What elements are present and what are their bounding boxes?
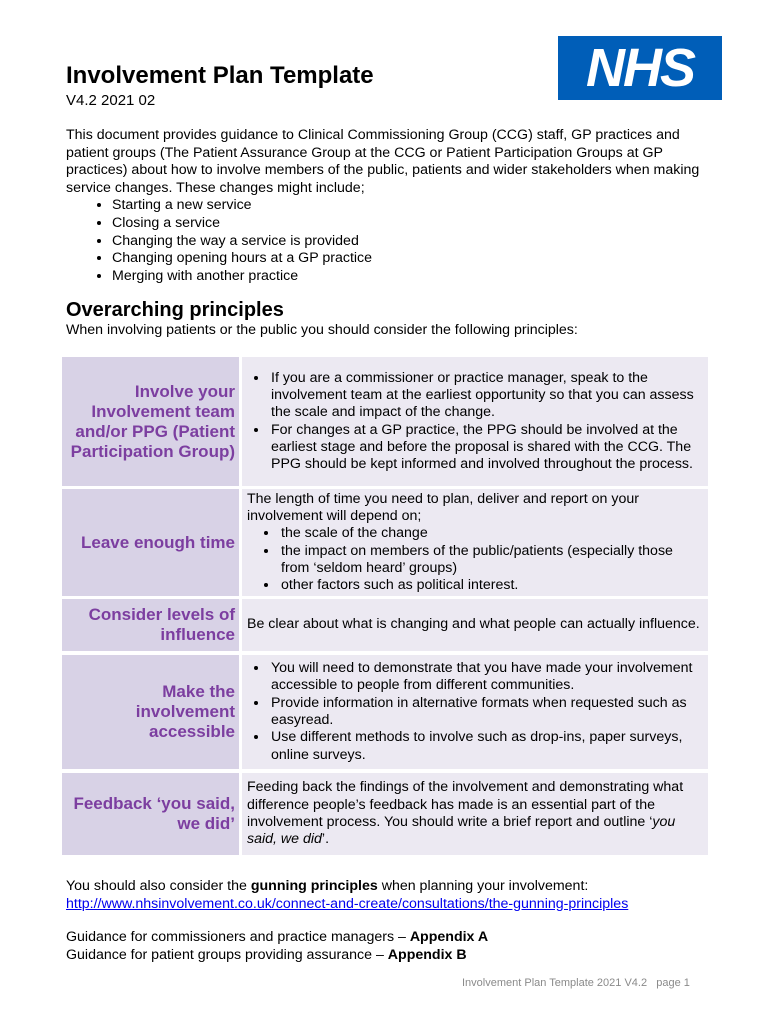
list-item: • If you are a commissioner or practice manager, speak to the involvement team at the earliest opportunity so that you can assess the scale and impact of the change. [269,370,700,422]
principle-label: Make the involvement accessible [135,682,235,741]
document-version: V4.2 2021 02 [66,92,156,109]
intro-section [66,127,716,285]
principle-row-accessible [62,655,708,769]
gunning-text-after: when planning your involvement: [377,878,589,894]
feedback-text: Feeding back the findings of the involvement and demonstrating what difference people’s feedback has made is an essential part of the involvement process. You should write a brief report and outline ‘ [247,779,684,830]
principle-text [247,779,700,848]
principle-text: The length of time you need to plan, deliver and report on your involvement will depend on; [247,490,639,524]
appendix-b-text: Guidance for patient groups providing assurance – [66,946,388,963]
feedback-text-end: ’. [321,831,330,848]
principle-label: Leave enough time [81,532,235,552]
list-item: • Use different methods to involve such as drop-ins, paper surveys, online surveys. [269,729,700,764]
principle-label-cell [62,599,239,651]
list-item: • Starting a new service [112,197,716,215]
principle-text: Be clear about what is changing and what people can actually influence. [247,616,700,633]
list-item: • Changing the way a service is provided [112,233,716,251]
principle-label: Consider levels of influence [88,605,235,644]
list-item: • other factors such as political interest. [279,577,700,594]
list-item: • Merging with another practice [112,268,716,286]
principle-content-cell [242,599,708,651]
appendices-section [66,929,488,964]
document-title: Involvement Plan Template [66,62,374,89]
list-item: • Closing a service [112,215,716,233]
principle-content-cell [242,489,708,596]
list-item: • You will need to demonstrate that you have made your involvement accessible to people from different communities. [269,660,700,695]
list-item: • the impact on members of the public/patients (especially those from ‘seldom heard’ groups) [279,543,700,578]
appendix-a-label: Appendix A [409,929,489,945]
principles-subheading: When involving patients or the public you should consider the following principles: [66,322,578,338]
gunning-text-before: You should also consider the [66,878,251,894]
appendix-b-label: Appendix B [387,946,467,963]
principle-label-cell [62,773,239,855]
list-item: • For changes at a GP practice, the PPG should be involved at the earliest stage and before the proposal is shared with the CCG. The PPG should be kept informed and involved throughout the process. [269,422,700,474]
intro-paragraph: This document provides guidance to Clinical Commissioning Group (CCG) staff, GP practices and patient groups (The Patient Assurance Group at the CCG or Patient Participation Groups at GP practices) about how to involve members of the public, patients and wider stakeholders when making service changes. These changes might include; [66,127,700,196]
principle-label: Involve your Involvement team and/or PPG (Patient Participation Group) [70,381,235,461]
principle-row-feedback [62,773,708,855]
feedback-italic-text: you said, we did [247,814,676,848]
gunning-text [66,878,628,896]
gunning-section [66,878,628,913]
principle-bullet-list [247,525,700,594]
page-footer [462,977,690,989]
principle-row-influence [62,599,708,651]
principle-bullet-list [247,370,700,474]
principle-label-cell [62,489,239,596]
principle-row-involve [62,357,708,486]
page-number: page 1 [656,977,690,989]
appendix-a-text: Guidance for commissioners and practice managers – [66,929,410,945]
principle-content-cell [242,357,708,486]
principle-row-time [62,489,708,596]
principle-label: Feedback ‘you said, we did’ [73,794,235,833]
intro-bullet-list [66,197,716,285]
list-item: • Provide information in alternative formats when requested such as easyread. [269,695,700,730]
principle-label-cell [62,655,239,769]
principle-label-cell [62,357,239,486]
principles-heading: Overarching principles [66,299,284,321]
list-item: • Changing opening hours at a GP practice [112,250,716,268]
appendix-b-line [66,947,488,965]
principle-content-cell [242,655,708,769]
principle-content-cell [242,773,708,855]
nhs-logo: NHS [558,36,722,100]
gunning-bold: gunning principles [250,878,378,894]
appendix-a-line [66,929,488,947]
list-item: • the scale of the change [279,525,700,542]
principle-bullet-list [247,660,700,764]
gunning-link[interactable]: http://www.nhsinvolvement.co.uk/connect-and-create/consultations/the-gunning-principles [66,895,629,912]
footer-text: Involvement Plan Template 2021 V4.2 [462,977,648,989]
